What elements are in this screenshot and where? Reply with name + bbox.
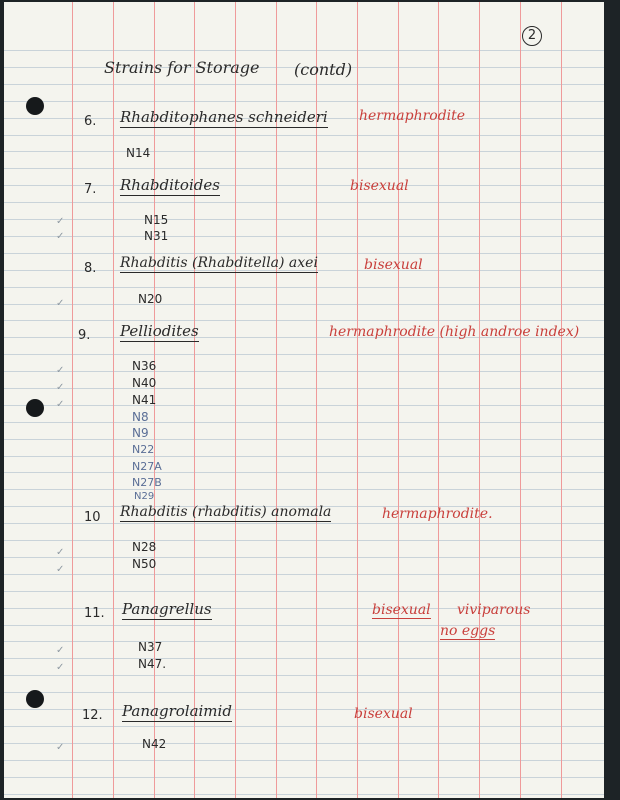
species-note: hermaphrodite (high androe index) bbox=[329, 324, 580, 340]
ruled-line bbox=[4, 320, 604, 321]
ruled-line bbox=[4, 101, 604, 102]
ruled-line bbox=[4, 202, 604, 203]
strain-code: N27B bbox=[132, 476, 162, 489]
margin-line bbox=[561, 2, 562, 798]
species-name: Rhabditoides bbox=[120, 176, 220, 194]
strain-code: N40 bbox=[132, 376, 157, 390]
species-note: bisexual bbox=[354, 706, 413, 722]
species-note: hermaphrodite bbox=[359, 108, 466, 124]
strain-code: N9 bbox=[132, 426, 149, 440]
check-mark: ✓ bbox=[56, 298, 65, 309]
species-name: Pelliodites bbox=[120, 322, 199, 340]
ruled-line bbox=[4, 50, 604, 51]
ruled-line bbox=[4, 253, 604, 254]
strain-code: N15 bbox=[144, 213, 169, 227]
ruled-line bbox=[4, 354, 604, 355]
strain-code: N31 bbox=[144, 229, 169, 243]
strain-code: N8 bbox=[132, 410, 149, 424]
species-name: Rhabditis (rhabditis) anomala bbox=[120, 504, 332, 520]
species-name: Rhabditis (Rhabditella) axei bbox=[120, 255, 318, 271]
ruled-line bbox=[4, 371, 604, 372]
entry-number: 10 bbox=[84, 510, 101, 525]
ruled-line bbox=[4, 777, 604, 778]
entry-number: 8. bbox=[84, 261, 97, 276]
ruled-line bbox=[4, 743, 604, 744]
ruled-line bbox=[4, 84, 604, 85]
margin-line bbox=[72, 2, 73, 798]
strain-code: N36 bbox=[132, 359, 157, 373]
ruled-line bbox=[4, 472, 604, 473]
check-mark: ✓ bbox=[56, 231, 65, 242]
check-mark: ✓ bbox=[56, 564, 65, 575]
punch-hole-top bbox=[26, 97, 44, 115]
page-heading-note: (contd) bbox=[294, 60, 353, 79]
strain-code: N14 bbox=[126, 146, 151, 160]
page-number: 2 bbox=[522, 26, 542, 46]
ruled-line bbox=[4, 641, 604, 642]
ruled-line bbox=[4, 794, 604, 795]
species-note-2: viviparous bbox=[457, 602, 531, 618]
check-mark: ✓ bbox=[56, 365, 65, 376]
ruled-line bbox=[4, 151, 604, 152]
strain-code: N22 bbox=[132, 443, 155, 456]
ruled-line bbox=[4, 591, 604, 592]
margin-line bbox=[357, 2, 358, 798]
strain-code: N47. bbox=[138, 657, 167, 671]
ruled-line bbox=[4, 456, 604, 457]
strain-code: N29 bbox=[134, 491, 155, 502]
species-name: Panagrellus bbox=[122, 600, 212, 618]
margin-line bbox=[113, 2, 114, 798]
ruled-line bbox=[4, 675, 604, 676]
entry-number: 12. bbox=[82, 708, 103, 723]
ruled-line bbox=[4, 625, 604, 626]
strain-code: N37 bbox=[138, 640, 163, 654]
species-note: hermaphrodite. bbox=[382, 506, 493, 522]
ruled-line bbox=[4, 658, 604, 659]
entry-number: 9. bbox=[78, 328, 91, 343]
margin-line bbox=[479, 2, 480, 798]
species-note-3: no eggs bbox=[440, 623, 496, 639]
ruled-line bbox=[4, 388, 604, 389]
ruled-line bbox=[4, 439, 604, 440]
punch-hole-bottom bbox=[26, 690, 44, 708]
check-mark: ✓ bbox=[56, 399, 65, 410]
entry-number: 11. bbox=[84, 606, 105, 621]
ruled-line bbox=[4, 168, 604, 169]
punch-hole-middle bbox=[26, 399, 44, 417]
ruled-line bbox=[4, 135, 604, 136]
ruled-line bbox=[4, 405, 604, 406]
check-mark: ✓ bbox=[56, 547, 65, 558]
species-name: Rhabditophanes schneideri bbox=[120, 108, 328, 126]
strain-code: N42 bbox=[142, 737, 167, 751]
ruled-line bbox=[4, 489, 604, 490]
entry-number: 7. bbox=[84, 182, 97, 197]
check-mark: ✓ bbox=[56, 742, 65, 753]
ruled-line bbox=[4, 304, 604, 305]
strain-code: N20 bbox=[138, 292, 163, 306]
species-note: bisexual bbox=[372, 602, 431, 618]
ruled-line bbox=[4, 219, 604, 220]
check-mark: ✓ bbox=[56, 662, 65, 673]
species-name: Panagrolaimid bbox=[122, 702, 232, 720]
strain-code: N28 bbox=[132, 540, 157, 554]
ruled-line bbox=[4, 236, 604, 237]
species-note: bisexual bbox=[364, 257, 423, 273]
ruled-line bbox=[4, 692, 604, 693]
check-mark: ✓ bbox=[56, 216, 65, 227]
notebook-page bbox=[4, 2, 604, 798]
ruled-line bbox=[4, 760, 604, 761]
species-note: bisexual bbox=[350, 178, 409, 194]
ruled-line bbox=[4, 540, 604, 541]
check-mark: ✓ bbox=[56, 645, 65, 656]
entry-number: 6. bbox=[84, 114, 97, 129]
ruled-line bbox=[4, 726, 604, 727]
page-heading: Strains for Storage bbox=[104, 58, 260, 77]
strain-code: N41 bbox=[132, 393, 157, 407]
strain-code: N50 bbox=[132, 557, 157, 571]
ruled-line bbox=[4, 557, 604, 558]
margin-line bbox=[520, 2, 521, 798]
ruled-line bbox=[4, 574, 604, 575]
strain-code: N27A bbox=[132, 460, 162, 473]
check-mark: ✓ bbox=[56, 382, 65, 393]
ruled-line bbox=[4, 287, 604, 288]
ruled-line bbox=[4, 422, 604, 423]
